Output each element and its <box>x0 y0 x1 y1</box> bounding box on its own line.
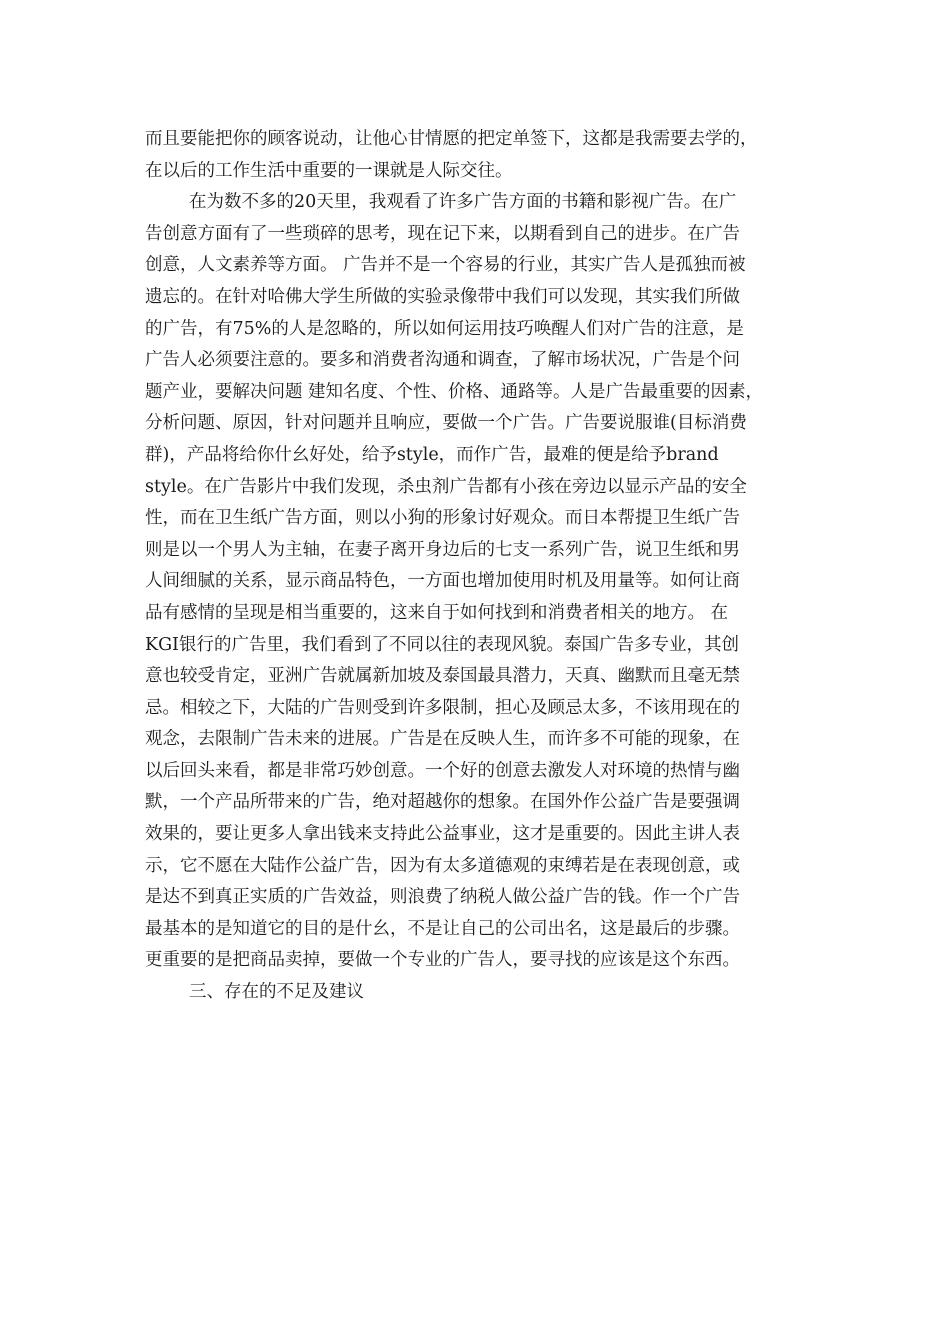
text-line: 忌。相较之下，大陆的广告则受到许多限制，担心及顾忌太多，不该用现在的 <box>145 697 740 718</box>
section-heading: 三、存在的不足及建议 <box>189 982 364 1003</box>
text-line: 示，它不愿在大陆作公益广告，因为有太多道德观的束缚若是在表现创意，或 <box>145 855 740 876</box>
text-line: 在以后的工作生活中重要的一课就是人际交往。 <box>145 160 513 181</box>
text-line: 则是以一个男人为主轴，在妻子离开身边后的七支一系列广告，说卫生纸和男 <box>145 539 740 560</box>
text-line: 题产业，要解决问题 建知名度、个性、价格、通路等。人是广告最重要的因素， <box>145 381 764 402</box>
text-line: 效果的，要让更多人拿出钱来支持此公益事业，这才是重要的。因此主讲人表 <box>145 824 740 845</box>
text-line: 创意，人文素养等方面。 广告并不是一个容易的行业，其实广告人是孤独而被 <box>145 255 746 276</box>
text-line: 告创意方面有了一些琐碎的思考，现在记下来，以期看到自己的进步。在广告 <box>145 223 740 244</box>
text-line: 观念，去限制广告未来的进展。广告是在反映人生，而许多不可能的现象，在 <box>145 729 740 750</box>
text-line: 广告人必须要注意的。要多和消费者沟通和调查，了解市场状况，广告是个问 <box>145 350 740 371</box>
body-text <box>145 124 835 1009</box>
text-line: 人间细腻的关系，显示商品特色，一方面也增加使用时机及用量等。如何让商 <box>145 571 740 592</box>
text-line: 分析问题、原因，针对问题并且响应，要做一个广告。广告要说服谁(目标消费 <box>145 413 747 434</box>
text-line: 更重要的是把商品卖掉，要做一个专业的广告人，要寻找的应该是这个东西。 <box>145 950 740 971</box>
paragraph-start-line: 在为数不多的20天里，我观看了许多广告方面的书籍和影视广告。在广 <box>189 192 737 213</box>
text-line: 的广告，有75%的人是忽略的，所以如何运用技巧唤醒人们对广告的注意，是 <box>145 318 744 339</box>
text-line: 遗忘的。在针对哈佛大学生所做的实验录像带中我们可以发现，其实我们所做 <box>145 286 740 307</box>
text-line: 群)，产品将给你什幺好处，给予style，而作广告，最难的便是给予brand <box>145 444 719 465</box>
text-line: style。在广告影片中我们发现，杀虫剂广告都有小孩在旁边以显示产品的安全 <box>145 476 747 497</box>
text-line: KGI银行的广告里，我们看到了不同以往的表现风貌。泰国广告多专业，其创 <box>145 634 739 655</box>
text-line: 意也较受肯定，亚洲广告就属新加坡及泰国最具潜力，天真、幽默而且毫无禁 <box>145 666 740 687</box>
text-line: 默，一个产品所带来的广告，绝对超越你的想象。在国外作公益广告是要强调 <box>145 792 740 813</box>
text-line: 最基本的是知道它的目的是什幺，不是让自己的公司出名，这是最后的步骤。 <box>145 918 740 939</box>
text-line: 是达不到真正实质的广告效益，则浪费了纳税人做公益广告的钱。作一个广告 <box>145 887 740 908</box>
text-line: 品有感情的呈现是相当重要的，这来自于如何找到和消费者相关的地方。 在 <box>145 602 729 623</box>
text-line: 而且要能把你的顾客说动，让他心甘情愿的把定单签下，这都是我需要去学的， <box>145 129 758 149</box>
text-line: 以后回头来看，都是非常巧妙创意。一个好的创意去激发人对环境的热情与幽 <box>145 760 740 781</box>
text-line: 性，而在卫生纸广告方面，则以小狗的形象讨好观众。而日本帮提卫生纸广告 <box>145 508 740 529</box>
